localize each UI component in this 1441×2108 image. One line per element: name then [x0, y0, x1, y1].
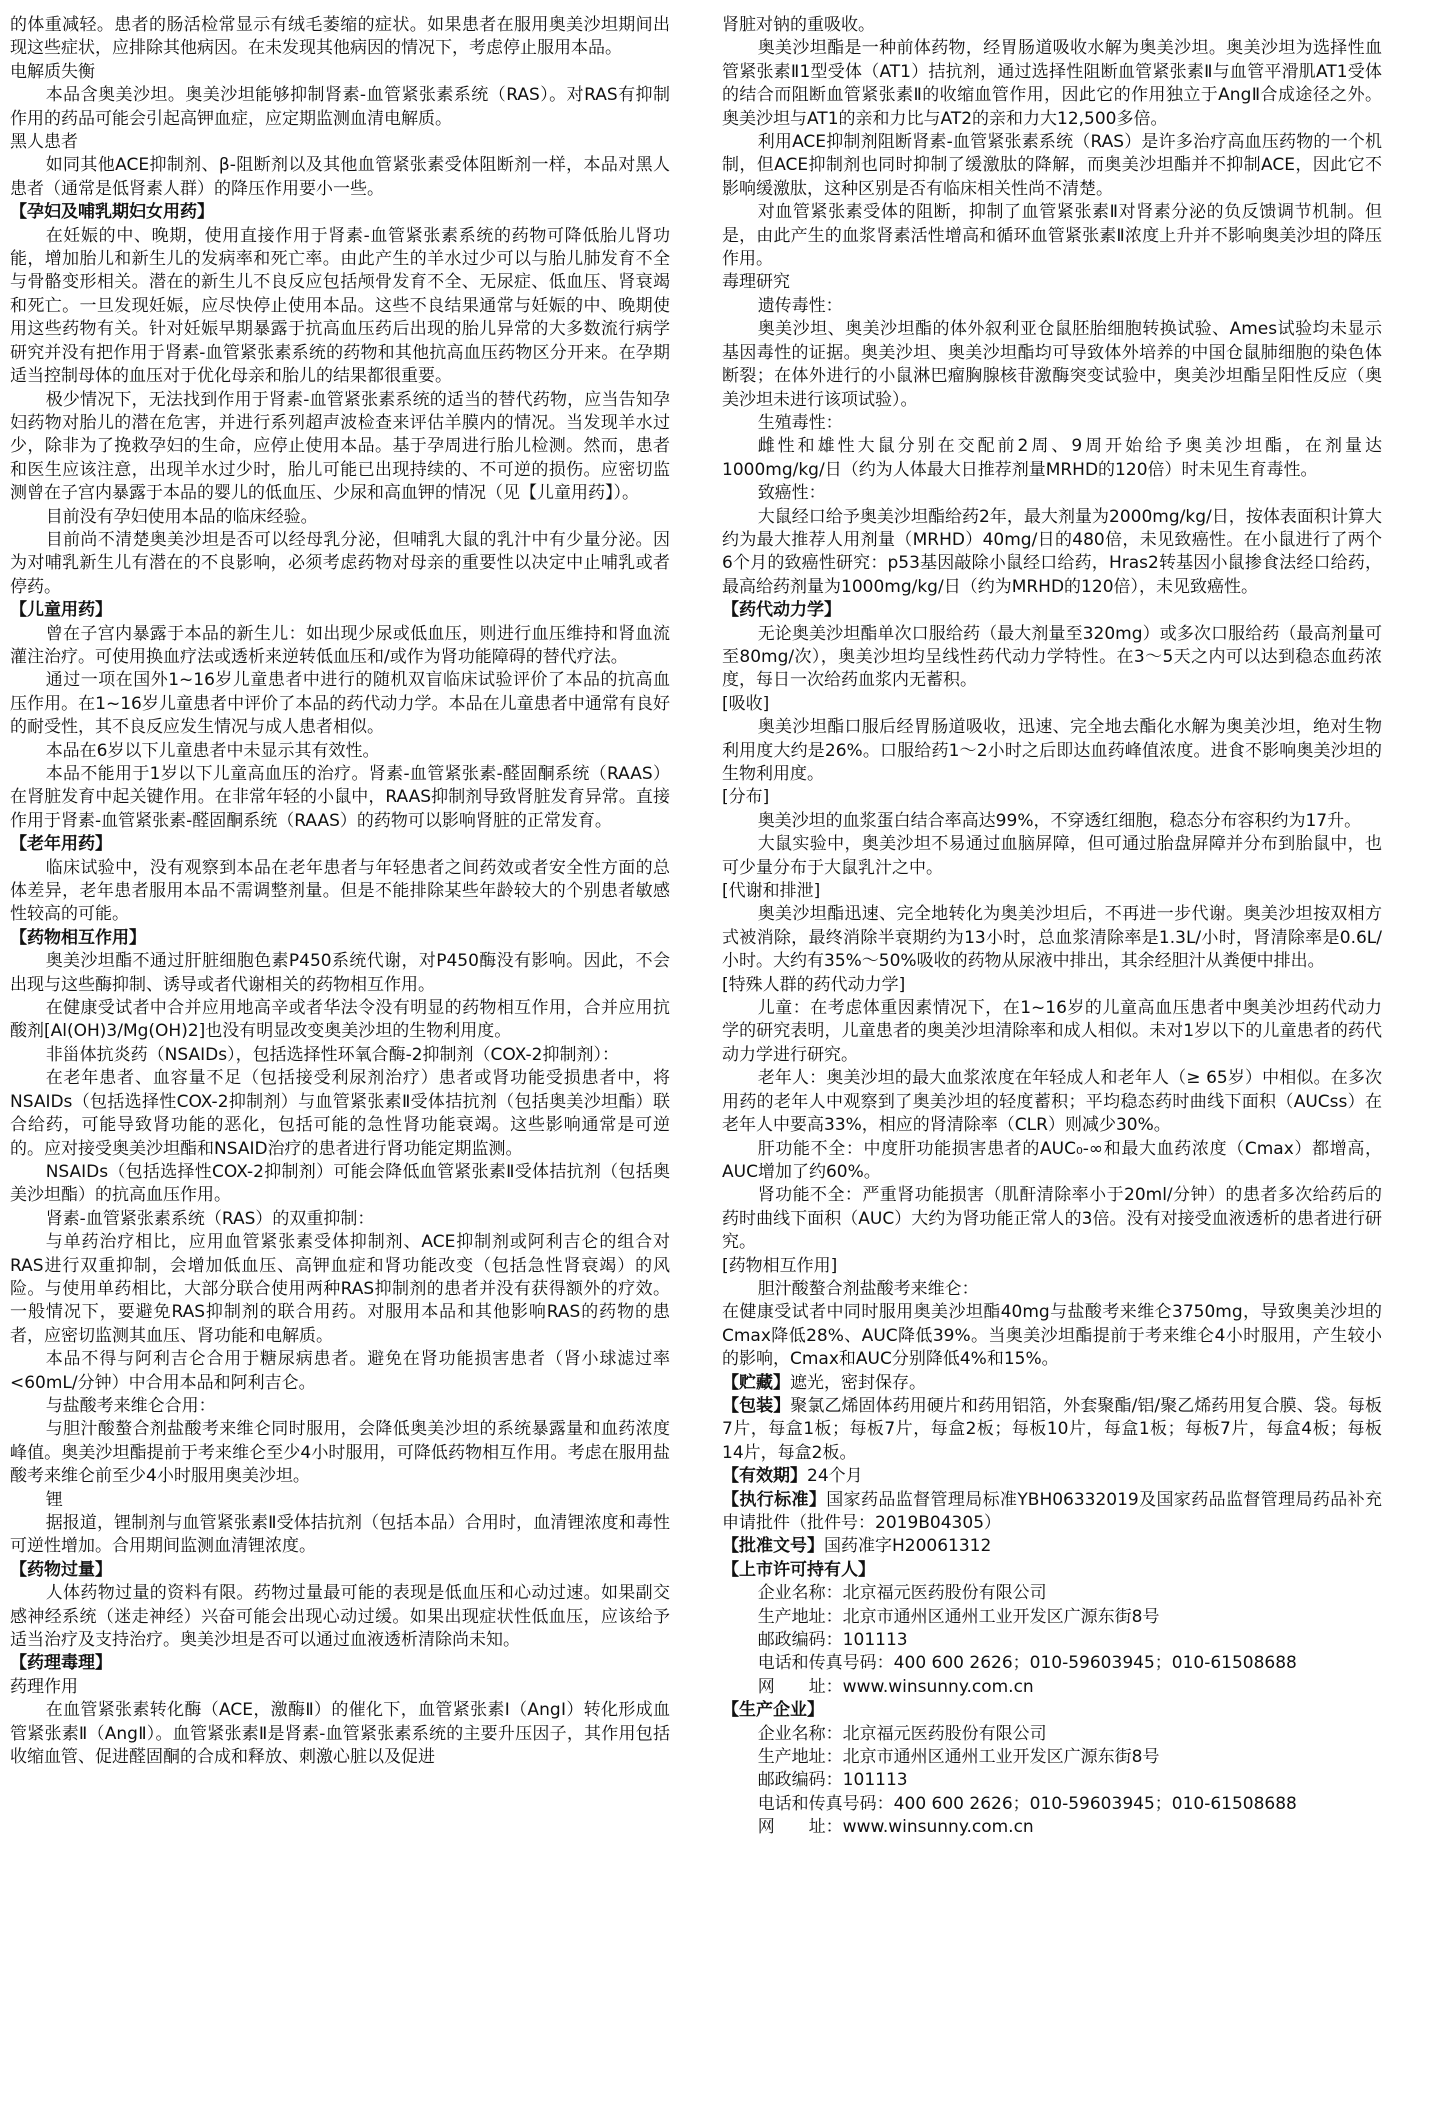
- paragraph: 本品不得与阿利吉仑合用于糖尿病患者。避免在肾功能损害患者（肾小球滤过率<60mL/分钟）中合用本品和阿利吉仑。: [10, 1349, 670, 1393]
- section-label: 【执行标准】: [722, 1489, 827, 1510]
- paragraph: 人体药物过量的资料有限。药物过量最可能的表现是低血压和心动过速。如果副交感神经系统（迷走神经）兴奋可能会出现心动过缓。如果出现症状性低血压，应该给予适当治疗及支持治疗。奥美沙坦是否可以通过血液透析清除尚未知。: [10, 1583, 670, 1651]
- paragraph: 目前尚不清楚奥美沙坦是否可以经母乳分泌，但哺乳大鼠的乳汁中有少量分泌。因为对哺乳新生儿有潜在的不良影响，必须考虑药物对母亲的重要性以决定中止哺乳或者停药。: [10, 529, 670, 597]
- paragraph: 与盐酸考来维仑合用：: [45, 1395, 216, 1416]
- paragraph: 的体重减轻。患者的肠活检常显示有绒毛萎缩的症状。如果患者在服用奥美沙坦期间出现这些症状，应排除其他病因。在未发现其他病因的情况下，考虑停止服用本品。: [10, 15, 670, 59]
- paragraph: 在血管紧张素转化酶（ACE，激酶Ⅱ）的催化下，血管紧张素Ⅰ（AngⅠ）转化形成血管紧张素Ⅱ（AngⅡ）。血管紧张素Ⅱ是肾素-血管紧张素系统的主要升压因子，其作用包括收缩血管、促进醛固酮的合成和释放、刺激心脏以及促进: [10, 1700, 670, 1768]
- paragraph: 无论奥美沙坦酯单次口服给药（最大剂量至320mg）或多次口服给药（最高剂量可至80mg/次），奥美沙坦均呈线性药代动力学特性。在3～5天之内可以达到稳态血药浓度，每日一次给药血浆内无蓄积。: [722, 623, 1382, 691]
- paragraph: 据报道，锂制剂与血管紧张素Ⅱ受体拮抗剂（包括本品）合用时，血清锂浓度和毒性可逆性增加。合用期间监测血清锂浓度。: [10, 1513, 670, 1557]
- paragraph: 奥美沙坦、奥美沙坦酯的体外叙利亚仓鼠胚胎细胞转换试验、Ames试验均未显示基因毒性的证据。奥美沙坦、奥美沙坦酯均可导致体外培养的中国仓鼠肺细胞的染色体断裂；在体外进行的小鼠淋巴瘤胸腺核苷激酶突变试验中，奥美沙坦酯呈阳性反应（奥美沙坦未进行该项试验）。: [722, 319, 1382, 410]
- paragraph: 曾在子宫内暴露于本品的新生儿：如出现少尿或低血压，则进行血压维持和肾血流灌注治疗。可使用换血疗法或透析来逆转低血压和/或作为肾功能障碍的替代疗法。: [10, 623, 670, 667]
- paragraph: 本品不能用于1岁以下儿童高血压的治疗。肾素-血管紧张素-醛固酮系统（RAAS）在肾脏发育中起关键作用。在非常年轻的小鼠中，RAAS抑制剂导致肾脏发育异常。直接作用于肾素-血管紧张素-醛固酮系统（RAAS）的药物可以影响肾脏的正常发育。: [10, 764, 670, 831]
- paragraph: 电解质失衡: [10, 61, 95, 82]
- paragraph: 奥美沙坦酯口服后经胃肠道吸收，迅速、完全地去酯化水解为奥美沙坦，绝对生物利用度大约是26%。口服给药1～2小时之后即达血药峰值浓度。进食不影响奥美沙坦的生物利用度。: [722, 717, 1382, 784]
- paragraph: 与单药治疗相比，应用血管紧张素受体抑制剂、ACE抑制剂或阿利吉仑的组合对RAS进行双重抑制，会增加低血压、高钾血症和肾功能改变（包括急性肾衰竭）的风险。与使用单药相比，大部分联合使用两种RAS抑制剂的患者并没有获得额外的疗效。一般情况下，要避免RAS抑制剂的联合用药。对服用本品和其他影响RAS的药物的患者，应密切监测其血压、肾功能和电解质。: [10, 1232, 670, 1346]
- section-entry: [722, 1372, 1382, 1395]
- paragraph: [特殊人群的药代动力学]: [722, 974, 906, 995]
- section-value: 聚氯乙烯固体药用硬片和药用铝箔，外套聚酯/铝/聚乙烯药用复合膜、袋。每板7片，每盒1板；每板7片，每盒2板；每板10片，每盒1板；每板7片，每盒4板；每板14片，每盒2板。: [722, 1395, 1382, 1463]
- paragraph: 如同其他ACE抑制剂、β-阻断剂以及其他血管紧张素受体阻断剂一样，本品对黑人患者（通常是低肾素人群）的降压作用要小一些。: [10, 155, 670, 199]
- paragraph: 儿童：在考虑体重因素情况下，在1~16岁的儿童高血压患者中奥美沙坦药代动力学的研究表明，儿童患者的奥美沙坦清除率和成人相似。未对1岁以下的儿童患者的药代动力学进行研究。: [722, 998, 1382, 1065]
- paragraph: 本品含奥美沙坦。奥美沙坦能够抑制肾素-血管紧张素系统（RAS）。对RAS有抑制作用的药品可能会引起高钾血症，应定期监测血清电解质。: [10, 85, 670, 129]
- paragraph: 奥美沙坦的血浆蛋白结合率高达99%，不穿透红细胞，稳态分布容积约为17升。: [757, 810, 1362, 831]
- section-heading: 【老年用药】: [10, 834, 112, 855]
- paragraph: 老年人：奥美沙坦的最大血浆浓度在年轻成人和老年人（≥ 65岁）中相似。在多次用药的老年人中观察到了奥美沙坦的轻度蓄积；平均稳态药时曲线下面积（AUCss）在老年人中要高33%，相应的肾清除率（CLR）则减少30%。: [722, 1068, 1382, 1136]
- section-entry: [722, 1489, 1382, 1536]
- paragraph: 毒理研究: [722, 272, 790, 293]
- paragraph: 电话和传真号码：400 600 2626；010-59603945；010-61508688: [757, 1793, 1297, 1814]
- paragraph: 企业名称：北京福元医药股份有限公司: [757, 1723, 1047, 1744]
- section-heading: 【生产企业】: [722, 1700, 824, 1721]
- section-heading: 【儿童用药】: [10, 600, 112, 621]
- paragraph: 生产地址：北京市通州区通州工业开发区广源东街8号: [757, 1606, 1160, 1627]
- section-label: 【包装】: [722, 1395, 791, 1416]
- paragraph: 遗传毒性：: [757, 295, 843, 316]
- paragraph: 药理作用: [10, 1676, 78, 1697]
- paragraph: 大鼠经口给予奥美沙坦酯给药2年，最大剂量为2000mg/kg/日，按体表面积计算大约为最大推荐人用剂量（MRHD）40mg/日的480倍，未见致癌性。在小鼠进行了两个6个月的致癌性研究：p53基因敲除小鼠经口给药，Hras2转基因小鼠掺食法经口给药，最高给药剂量为1000mg/kg/日（约为MRHD的120倍），未见致癌性。: [722, 506, 1382, 597]
- paragraph: 生产地址：北京市通州区通州工业开发区广源东街8号: [757, 1747, 1160, 1768]
- paragraph: 大鼠实验中，奥美沙坦不易通过血脑屏障，但可通过胎盘屏障并分布到胎鼠中，也可少量分布于大鼠乳汁之中。: [722, 834, 1382, 878]
- paragraph: 与胆汁酸螯合剂盐酸考来维仑同时服用，会降低奥美沙坦的系统暴露量和血药浓度峰值。奥美沙坦酯提前于考来维仑至少4小时服用，可降低药物相互作用。考虑在服用盐酸考来维仑前至少4小时服用奥美沙坦。: [10, 1419, 670, 1487]
- paragraph: 在健康受试者中同时服用奥美沙坦酯40mg与盐酸考来维仑3750mg，导致奥美沙坦的Cmax降低28%、AUC降低39%。当奥美沙坦酯提前于考来维仑4小时服用，产生较小的影响，Cmax和AUC分别降低4%和15%。: [722, 1302, 1382, 1370]
- paragraph: 非甾体抗炎药（NSAIDs），包括选择性环氧合酶-2抑制剂（COX-2抑制剂）：: [45, 1044, 619, 1065]
- section-value: 国药准字H20061312: [824, 1536, 992, 1557]
- paragraph: 通过一项在国外1~16岁儿童患者中进行的随机双盲临床试验评价了本品的抗高血压作用。在1~16岁儿童患者中评价了本品的药代动力学。本品在儿童患者中通常有良好的耐受性，其不良反应发生情况与成人患者相似。: [10, 670, 670, 738]
- paragraph: 邮政编码：101113: [757, 1770, 908, 1791]
- paragraph: 肝功能不全：中度肝功能损害患者的AUC₀-∞和最大血药浓度（Cmax）都增高，AUC增加了约60%。: [722, 1138, 1382, 1182]
- section-entry: [722, 1395, 1382, 1465]
- paragraph: 胆汁酸螯合剂盐酸考来维仑：: [757, 1278, 979, 1299]
- section-value: 国家药品监督管理局标准YBH06332019及国家药品监督管理局药品补充申请批件（批件号：2019B04305）: [722, 1489, 1382, 1533]
- section-value: 遮光，密封保存。: [790, 1372, 926, 1393]
- paragraph: 对血管紧张素受体的阻断，抑制了血管紧张素Ⅱ对肾素分泌的负反馈调节机制。但是，由此产生的血浆肾素活性增高和循环血管紧张素Ⅱ浓度上升并不影响奥美沙坦的降压作用。: [722, 202, 1382, 270]
- paragraph: 肾素-血管紧张素系统（RAS）的双重抑制：: [45, 1208, 375, 1229]
- paragraph: 企业名称：北京福元医药股份有限公司: [757, 1583, 1047, 1604]
- paragraph: [药物相互作用]: [722, 1255, 838, 1276]
- paragraph: 邮政编码：101113: [757, 1630, 908, 1651]
- paragraph: 利用ACE抑制剂阻断肾素-血管紧张素系统（RAS）是许多治疗高血压药物的一个机制，但ACE抑制剂也同时抑制了缓激肽的降解，而奥美沙坦酯并不抑制ACE，因此它不影响缓激肽，这种区别是否有临床相关性尚不清楚。: [722, 132, 1382, 199]
- paragraph: 生殖毒性：: [757, 412, 843, 433]
- section-heading: 【药物相互作用】: [10, 927, 146, 948]
- paragraph: 网 址：www.winsunny.com.cn: [757, 1817, 1034, 1838]
- section-heading: 【药理毒理】: [10, 1653, 112, 1674]
- section-heading: 【药物过量】: [10, 1559, 112, 1580]
- paragraph: 奥美沙坦酯是一种前体药物，经胃肠道吸收水解为奥美沙坦。奥美沙坦为选择性血管紧张素Ⅱ1型受体（AT1）拮抗剂，通过选择性阻断血管紧张素Ⅱ与血管平滑肌AT1受体的结合而阻断血管紧张素Ⅱ的收缩血管作用，因此它的作用独立于AngⅡ合成途径之外。奥美沙坦与AT1的亲和力比与AT2的亲和力大12,500多倍。: [722, 38, 1382, 129]
- paragraph: 锂: [45, 1489, 63, 1510]
- paragraph: 在妊娠的中、晚期，使用直接作用于肾素-血管紧张素系统的药物可降低胎儿肾功能，增加胎儿和新生儿的发病率和死亡率。由此产生的羊水过少可以与胎儿肺发育不全与骨骼变形相关。潜在的新生儿不良反应包括颅骨发育不全、无尿症、低血压、肾衰竭和死亡。一旦发现妊娠，应尽快停止使用本品。这些不良结果通常与妊娠的中、晚期使用这些药物有关。针对妊娠早期暴露于抗高血压药后出现的胎儿异常的大多数流行病学研究并没有把作用于肾素-血管紧张素系统的药物和其他抗高血压药物区分开来。在孕期适当控制母体的血压对于优化母亲和胎儿的结果都很重要。: [10, 225, 670, 387]
- section-label: 【有效期】: [722, 1466, 807, 1487]
- left-column: [10, 14, 670, 2100]
- paragraph: 本品在6岁以下儿童患者中未显示其有效性。: [45, 740, 380, 761]
- section-entry: [722, 1465, 1382, 1488]
- section-value: 24个月: [807, 1466, 863, 1487]
- paragraph: 电话和传真号码：400 600 2626；010-59603945；010-61508688: [757, 1653, 1297, 1674]
- section-heading: 【孕妇及哺乳期妇女用药】: [10, 202, 214, 223]
- paragraph: 极少情况下，无法找到作用于肾素-血管紧张素系统的适当的替代药物，应当告知孕妇药物对胎儿的潜在危害，并进行系列超声波检查来评估羊膜内的情况。当发现羊水过少，除非为了挽救孕妇的生命，应停止使用本品。基于孕周进行胎儿检测。然而，患者和医生应该注意，出现羊水过少时，胎儿可能已出现持续的、不可逆的损伤。应密切监测曾在子宫内暴露于本品的婴儿的低血压、少尿和高血钾的情况（见【儿童用药】）。: [10, 389, 670, 504]
- paragraph: 在健康受试者中合并应用地高辛或者华法令没有明显的药物相互作用，合并应用抗酸剂[Al(OH)3/Mg(OH)2]也没有明显改变奥美沙坦的生物利用度。: [10, 998, 670, 1042]
- paragraph: 网 址：www.winsunny.com.cn: [757, 1676, 1034, 1697]
- paragraph: 奥美沙坦酯不通过肝脏细胞色素P450系统代谢，对P450酶没有影响。因此，不会出现与这些酶抑制、诱导或者代谢相关的药物相互作用。: [10, 951, 670, 995]
- section-entry: [722, 1535, 1382, 1558]
- paragraph: NSAIDs（包括选择性COX-2抑制剂）可能会降低血管紧张素Ⅱ受体拮抗剂（包括奥美沙坦酯）的抗高血压作用。: [10, 1161, 670, 1206]
- paragraph: 临床试验中，没有观察到本品在老年患者与年轻患者之间药效或者安全性方面的总体差异，老年患者服用本品不需调整剂量。但是不能排除某些年龄较大的个别患者敏感性较高的可能。: [10, 857, 670, 925]
- paragraph: 目前没有孕妇使用本品的临床经验。: [45, 506, 318, 527]
- paragraph: 致癌性：: [757, 483, 826, 504]
- section-heading: 【上市许可持有人】: [722, 1559, 875, 1580]
- paragraph: 雌性和雄性大鼠分别在交配前2周、9周开始给予奥美沙坦酯，在剂量达1000mg/kg/日（约为人体最大日推荐剂量MRHD的120倍）时未见生育毒性。: [722, 436, 1382, 480]
- paragraph: 在老年患者、血容量不足（包括接受利尿剂治疗）患者或肾功能受损患者中，将NSAIDs（包括选择性COX-2抑制剂）与血管紧张素Ⅱ受体拮抗剂（包括奥美沙坦酯）联合给药，可能导致肾功能的恶化，包括可能的急性肾功能衰竭。这些影响通常是可逆的。应对接受奥美沙坦酯和NSAID治疗的患者进行肾功能定期监测。: [10, 1068, 670, 1159]
- paragraph: 奥美沙坦酯迅速、完全地转化为奥美沙坦后，不再进一步代谢。奥美沙坦按双相方式被消除，最终消除半衰期约为13小时，总血浆清除率是1.3L/小时，肾清除率是0.6L/小时。大约有35%～50%吸收的药物从尿液中排出，其余经胆汁从粪便中排出。: [722, 904, 1382, 972]
- section-label: 【贮藏】: [722, 1372, 790, 1393]
- paragraph: [吸收]: [722, 693, 770, 714]
- section-heading: 【药代动力学】: [722, 600, 841, 621]
- paragraph: [代谢和排泄]: [722, 881, 821, 902]
- paragraph: 肾功能不全：严重肾功能损害（肌酐清除率小于20ml/分钟）的患者多次给药后的药时曲线下面积（AUC）大约为肾功能正常人的3倍。没有对接受血液透析的患者进行研究。: [722, 1185, 1382, 1253]
- section-label: 【批准文号】: [722, 1536, 824, 1557]
- paragraph: [分布]: [722, 787, 770, 808]
- right-column: [722, 14, 1382, 2100]
- paragraph: 黑人患者: [10, 132, 78, 153]
- paragraph: 肾脏对钠的重吸收。: [722, 15, 875, 35]
